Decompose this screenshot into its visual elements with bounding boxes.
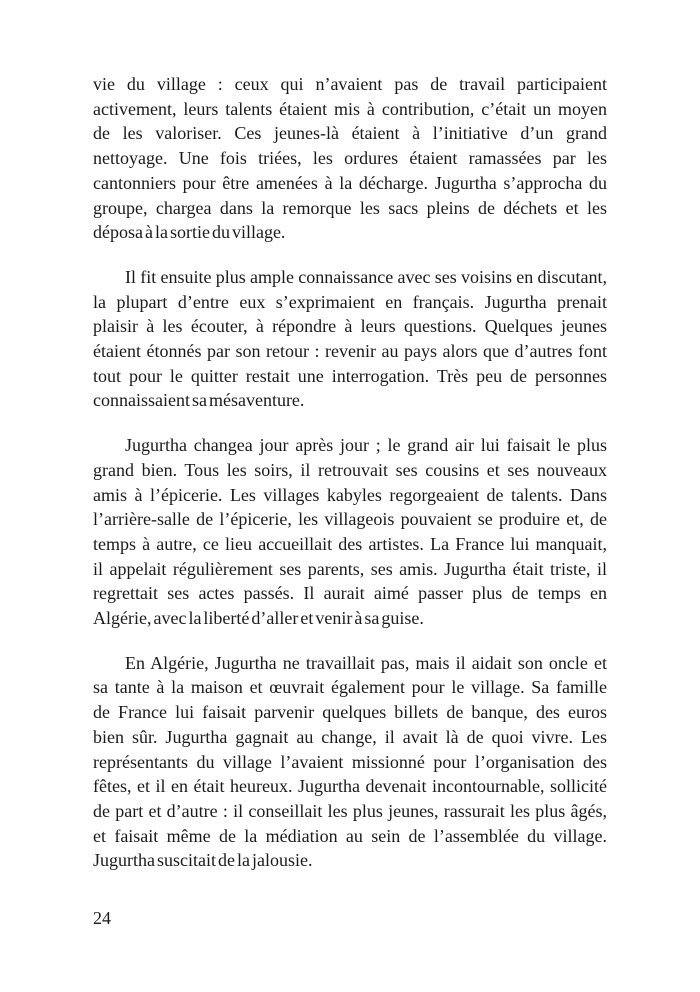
text-line: de les valoriser. Ces jeunes-là étaient à l’initiative d’un grand — [93, 123, 607, 144]
text-line: Jugurtha suscitait de la jalousie. — [93, 850, 313, 871]
text-line: nettoyage. Une fois triées, les ordures étaient ramassées par les — [93, 148, 607, 169]
paragraph-4 — [93, 651, 607, 873]
text-line: plaisir à les écouter, à répondre à leurs questions. Quelques jeunes — [93, 316, 607, 337]
paragraph-1 — [93, 72, 607, 245]
text-line: l’arrière-salle de l’épicerie, les villageois pouvaient se produire et, de — [93, 509, 607, 530]
text-line: tout pour le quitter restait une interrogation. Très peu de personnes — [93, 365, 607, 386]
paragraph-3 — [93, 433, 607, 631]
text-line: regrettait ses actes passés. Il aurait aimé passer plus de temps en — [93, 583, 607, 604]
text-line: sa tante à la maison et œuvrait également pour le village. Sa famille — [93, 677, 607, 698]
text-line: grand bien. Tous les soirs, il retrouvait ses cousins et ses nouveaux — [93, 459, 607, 480]
text-line: fêtes, et il en était heureux. Jugurtha devenait incontournable, sollicité — [93, 776, 607, 797]
text-line: représentants du village l’avaient missionné pour l’organisation des — [93, 751, 607, 772]
text-line: En Algérie, Jugurtha ne travaillait pas, mais il aidait son oncle et — [125, 652, 607, 673]
text-line: bien sûr. Jugurtha gagnait au change, il avait là de quoi vivre. Les — [93, 726, 607, 747]
text-line: connaissaient sa mésaventure. — [93, 390, 305, 411]
paragraph-2 — [93, 265, 607, 413]
text-line: groupe, chargea dans la remorque les sacs pleins de déchets et les — [93, 197, 607, 218]
text-line: Il fit ensuite plus ample connaissance avec ses voisins en discutant, — [125, 266, 607, 287]
text-line: de part et d’autre : il conseillait les plus jeunes, rassurait les plus âgés, — [93, 800, 607, 821]
text-line: de France lui faisait parvenir quelques billets de banque, des euros — [93, 702, 607, 723]
text-line: il appelait régulièrement ses parents, ses amis. Jugurtha était triste, il — [93, 558, 607, 579]
text-line: vie du village : ceux qui n’avaient pas de travail participaient — [93, 74, 607, 94]
text-line: étaient étonnés par son retour : revenir au pays alors que d’autres font — [93, 341, 607, 362]
text-line: et faisait même de la médiation au sein de l’assemblée du village. — [93, 825, 607, 846]
text-line: Jugurtha changea jour après jour ; le grand air lui faisait le plus — [125, 435, 607, 456]
text-line: temps à autre, ce lieu accueillait des artistes. La France lui manquait, — [93, 533, 607, 554]
text-line: Algérie, avec la liberté d’aller et venir à sa guise. — [93, 608, 424, 629]
text-line: la plupart d’entre eux s’exprimaient en français. Jugurtha prenait — [93, 291, 607, 312]
text-line: cantonniers pour être amenées à la décharge. Jugurtha s’approcha du — [93, 172, 607, 193]
text-line: déposa à la sortie du village. — [93, 222, 286, 243]
text-line: activement, leurs talents étaient mis à contribution, c’était un moyen — [93, 98, 607, 119]
page-number: 24 — [93, 908, 111, 928]
text-block — [93, 72, 607, 893]
text-line: amis à l’épicerie. Les villages kabyles regorgeaient de talents. Dans — [93, 484, 607, 505]
